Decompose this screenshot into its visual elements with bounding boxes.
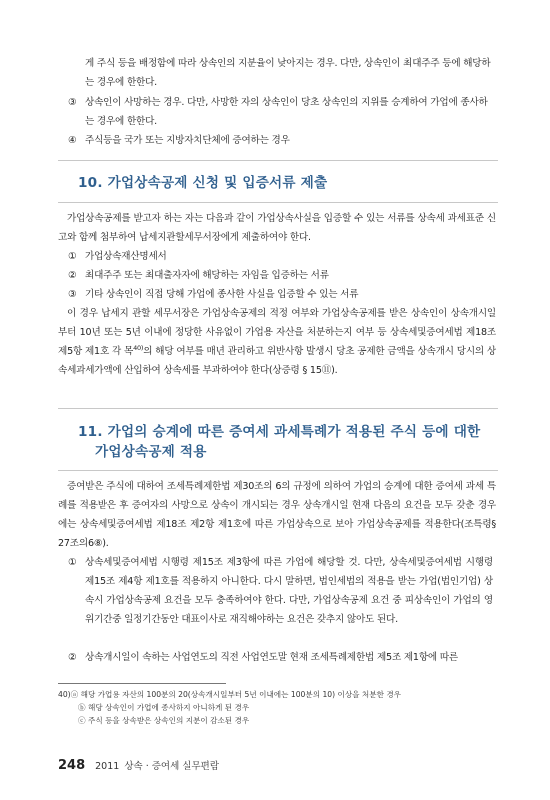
list-item-4 [68,131,493,150]
item-number: ② [68,652,77,663]
item-number: ④ [68,135,77,146]
footnote-ref: 40) [133,343,144,352]
section-10-paragraph [58,304,496,380]
section-10-intro: 가업상속공제를 받고자 하는 자는 다음과 같이 가업상속사실을 입증할 수 있는 서류를 상속세 과세표준 신고와 함께 첨부하여 납세지관할세무서장에게 제출하여야 한다. [58,213,496,243]
item-number: ③ [68,289,77,300]
section-10-heading: 10. 가업상속공제 신청 및 입증서류 제출 [78,175,328,191]
footnote-line-1: 40)ⓐ 해당 가업용 자산의 100분의 20(상속개시일부터 5년 이내에는 100분의 10) 이상을 처분한 경우 [58,690,401,699]
item-number: ① [68,557,77,568]
section-11-intro: 증여받은 주식에 대하여 조세특례제한법 제30조의 6의 규정에 의하여 가업의 승계에 대한 증여세 과세 특례를 적용받은 후 증여자의 사망으로 상속이 개시되는 경우 상속개시일 현재 다음의 요건을 모두 갖춘 경우에는 상속세및증여세법 제18조 제2항 제1호에 따른 가업상속으로 보아 가업상속공제를 적용한다(조특령§ 27조의6⑧). [58,481,496,549]
section-10-item-1 [68,247,493,266]
item-text: 상속세및증여세법 시행령 제15조 제3항에 따른 가업에 해당할 것. 다만, 상속세및증여세법 시행령 제15조 제4항 제1호를 적용하지 아니한다. 다시 말하면, 법인세법의 적용을 받는 가업(법인기업) 상속시 가업상속공제 요건을 모두 충족하여야 한다. 다만, 가업상속공제 요건 중 피상속인이 가업의 영위기간중 일정기간동안 대표이사로 재직해야하는 요건은 갖추지 않아도 된다. [85,557,493,625]
continued-item-text: 게 주식 등을 배정함에 따라 상속인의 지분율이 낮아지는 경우. 다만, 상속인이 최대주주 등에 해당하는 경우에 한한다. [85,58,491,88]
section-bottom-rule [58,470,498,471]
item-text: 상속개시일이 속하는 사업연도의 직전 사업연도말 현재 조세특례제한법 제5조 제1항에 따른 [85,652,458,663]
item-text: 기타 상속인이 직접 당해 가업에 종사한 사실을 입증할 수 있는 서류 [85,289,359,300]
section-11-item-2 [68,648,493,667]
paragraph-text-b: 의 해당 여부를 매년 관리하고 위반사항 발생시 당초 공제한 금액을 상속개시 당시의 상속세과세가액에 산입하여 상속세를 부과하여야 한다(상증령 § 15⑪). [58,346,497,376]
item-number: ② [68,270,77,281]
list-item-3 [68,93,493,131]
section-top-rule [58,160,498,161]
page-footer [58,758,219,776]
page-number: 248 [58,758,86,773]
footer-title: 상속 · 증여세 실무편람 [124,761,220,772]
section-bottom-rule [58,202,498,203]
heading-line-2: 가업상속공제 적용 [95,444,207,460]
section-10-item-2 [68,266,493,285]
section-10-item-3 [68,285,493,304]
section-top-rule [58,408,498,409]
heading-line-1: 11. 가업의 승계에 따른 증여세 과세특례가 적용된 주식 등에 대한 [78,424,481,440]
item-text: 최대주주 또는 최대출자자에 해당하는 자임을 입증하는 서류 [85,270,329,281]
item-number: ① [68,251,77,262]
item-text: 상속인이 사망하는 경우. 다만, 사망한 자의 상속인이 당초 상속인의 지위를 승계하여 가업에 종사하는 경우에 한한다. [85,97,488,127]
item-text: 주식등을 국가 또는 지방자치단체에 증여하는 경우 [85,135,290,146]
item-number: ③ [68,97,77,108]
item-text: 가업상속재산명세서 [85,251,167,262]
footer-year: 2011 [95,761,120,772]
paragraph-text-a: 이 경우 납세지 관할 세무서장은 가업상속공제의 적정 여부와 가업상속공제를 받은 상속인이 상속개시일부터 10년 또는 5년 이내에 정당한 사유없이 가업용 자산을 처분하는지 여부 등 상속세및증여세법 제18조 제5항 제1호 각 목 [58,308,496,357]
section-11-heading [78,422,498,462]
footnote-line-3: ⓒ 주식 등을 상속받은 상속인의 지분이 감소된 경우 [78,716,250,725]
section-11-item-1 [68,553,493,629]
footnote-rule [58,683,226,684]
footnote-line-2: ⓑ 해당 상속인이 가업에 종사하지 아니하게 된 경우 [78,703,250,712]
